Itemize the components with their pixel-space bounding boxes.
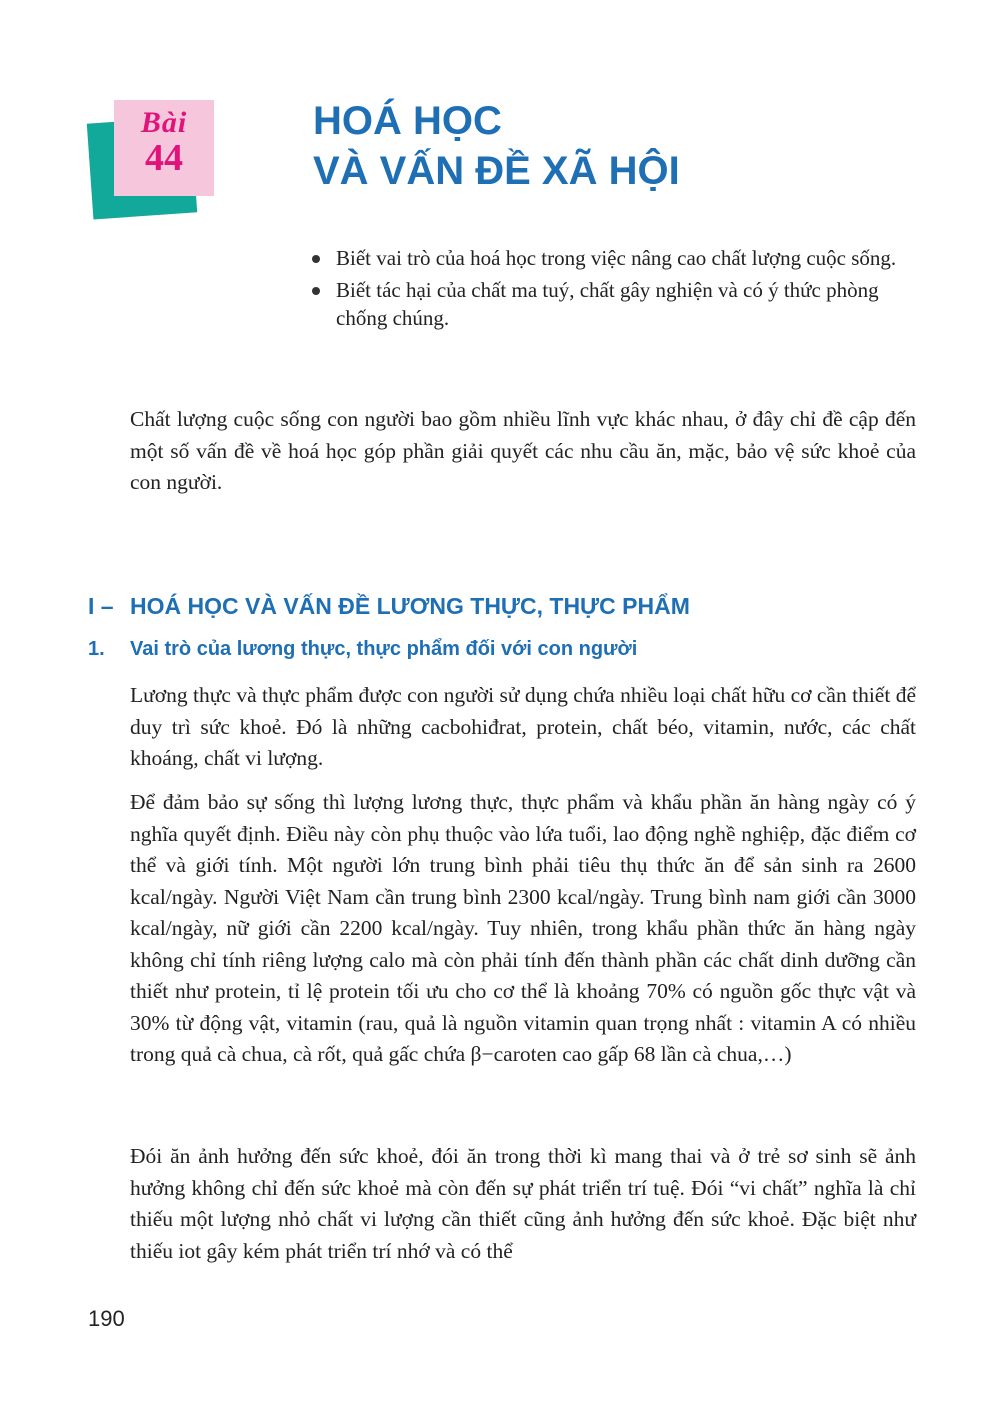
lesson-title-line1: HOÁ HỌC [313, 99, 502, 143]
objective-item [310, 244, 920, 272]
lesson-badge [88, 98, 218, 220]
badge-word: Bài [140, 106, 188, 139]
objective-item [310, 276, 920, 332]
objectives-list [310, 244, 920, 336]
intro-paragraph: Chất lượng cuộc sống con người bao gồm nhiều lĩnh vực khác nhau, ở đây chỉ đề cập đến một số vấn đề về hoá học góp phần giải quyết các nhu cầu ăn, mặc, bảo vệ sức khoẻ của con người. [130, 407, 916, 494]
subsection-title: Vai trò của lương thực, thực phẩm đối với con người [130, 638, 638, 660]
body-paragraph: Đói ăn ảnh hưởng đến sức khoẻ, đói ăn trong thời kì mang thai và ở trẻ sơ sinh sẽ ảnh hưởng không chỉ đến sức khoẻ mà còn đến sự phát triển trí tuệ. Đói “vi chất” nghĩa là chỉ thiếu một lượng nhỏ chất vi lượng cần thiết cũng ảnh hưởng đến sức khoẻ. Đặc biệt như thiếu iot gây kém phát triển trí nhớ và có thể [130, 1144, 916, 1263]
badge-number: 44 [145, 137, 183, 179]
bullet-icon [312, 255, 320, 263]
badge-pink-shape [114, 100, 214, 196]
objective-text: Biết vai trò của hoá học trong việc nâng cao chất lượng cuộc sống. [336, 246, 897, 270]
bullet-icon [312, 287, 320, 295]
subsection-heading [88, 634, 637, 664]
subsection-number: 1. [88, 638, 105, 660]
body-paragraph: Lương thực và thực phẩm được con người sử dụng chứa nhiều loại chất hữu cơ cần thiết để duy trì sức khoẻ. Đó là những cacbohiđrat, protein, chất béo, vitamin, nước, các chất khoáng, chất vi lượng. [130, 683, 916, 770]
body-paragraph: Để đảm bảo sự sống thì lượng lương thực, thực phẩm và khẩu phần ăn hàng ngày có ý nghĩa quyết định. Điều này còn phụ thuộc vào lứa tuổi, lao động nghề nghiệp, đặc điểm cơ thể và giới tính. Một người lớn trung bình phải tiêu thụ thức ăn để sản sinh ra 2600 kcal/ngày. Người Việt Nam cần trung bình 2300 kcal/ngày. Trung bình nam giới cần 3000 kcal/ngày, nữ giới cần 2200 kcal/ngày. Tuy nhiên, trong khẩu phần thức ăn hàng ngày không chỉ tính riêng lượng calo mà còn phải tính đến thành phần các chất dinh dưỡng cần thiết như protein, tỉ lệ protein tối ưu cho cơ thể là khoảng 70% có nguồn gốc thực vật và 30% từ động vật, vitamin (rau, quả là nguồn vitamin quan trọng nhất : vitamin A có nhiều trong quả cà chua, cà rốt, quả gấc chứa β−caroten cao gấp 68 lần cà chua,…) [130, 790, 916, 1066]
lesson-title-line2: VÀ VẤN ĐỀ XÃ HỘI [313, 149, 680, 193]
section-title: HOÁ HỌC VÀ VẤN ĐỀ LƯƠNG THỰC, THỰC PHẨM [130, 593, 690, 619]
section-heading [88, 590, 690, 622]
section-number: I – [88, 593, 114, 619]
lesson-title [313, 96, 680, 196]
page-number: 190 [88, 1306, 125, 1331]
objective-text: Biết tác hại của chất ma tuý, chất gây nghiện và có ý thức phòng chống chúng. [336, 278, 879, 330]
